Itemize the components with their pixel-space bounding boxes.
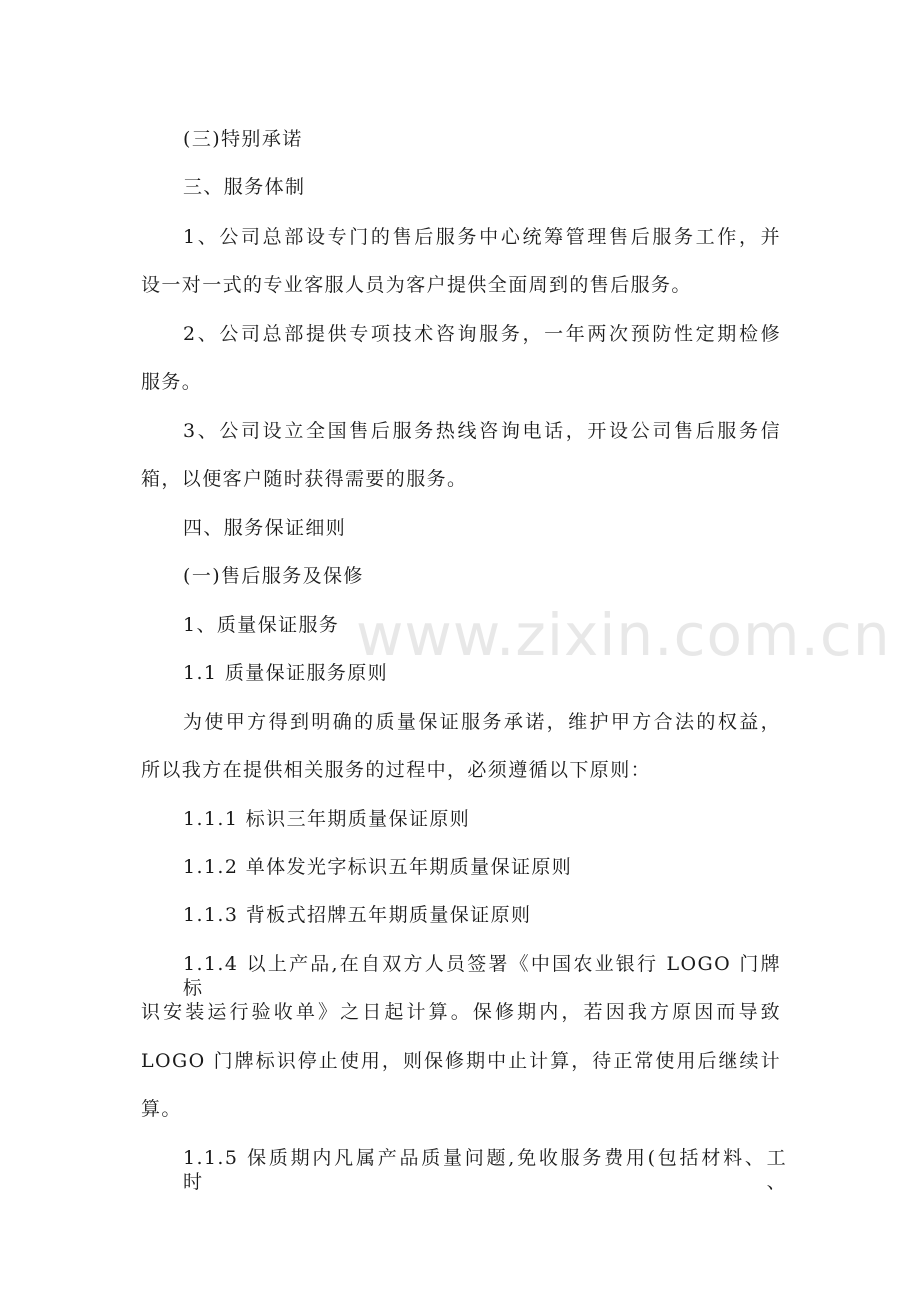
paragraph-line: 识安装运行验收单》之日起计算。保修期内，若因我方原因而导致 [141,1001,781,1023]
list-item: 1.1.1 标识三年期质量保证原则 [183,808,471,830]
heading-quality-principles: 1.1 质量保证服务原则 [183,662,389,684]
watermark: www.zixin.com.cn [356,601,891,669]
list-item: 1.1.2 单体发光字标识五年期质量保证原则 [183,856,573,878]
heading-service-guarantee-rules: 四、服务保证细则 [183,517,347,539]
paragraph-line: 1.1.4 以上产品,在自双方人员签署《中国农业银行 LOGO 门牌标 [183,953,781,999]
paragraph-line: 箱，以便客户随时获得需要的服务。 [141,468,468,490]
heading-service-system: 三、服务体制 [183,176,306,198]
paragraph-line: 1、公司总部设专门的售后服务中心统筹管理售后服务工作，并 [183,226,781,248]
heading-after-sales-warranty: (一)售后服务及保修 [183,565,364,587]
heading-special-commitment: (三)特别承诺 [183,128,303,150]
paragraph-line: LOGO 门牌标识停止使用，则保修期中止计算，待正常使用后继续计 [141,1050,781,1072]
paragraph-line: 设一对一式的专业客服人员为客户提供全面周到的售后服务。 [141,274,692,296]
heading-quality-guarantee: 1、质量保证服务 [183,614,340,636]
paragraph-line: 3、公司设立全国售后服务热线咨询电话，开设公司售后服务信 [183,420,781,442]
paragraph-line: 服务。 [141,371,203,393]
paragraph-line: 2、公司总部提供专项技术咨询服务，一年两次预防性定期检修 [183,323,781,345]
paragraph-line: 1.1.5 保质期内凡属产品质量问题,免收服务费用(包括材料、工时、 [183,1147,787,1193]
list-item: 1.1.3 背板式招牌五年期质量保证原则 [183,904,532,926]
paragraph-line: 算。 [141,1098,182,1120]
paragraph-line: 为使甲方得到明确的质量保证服务承诺，维护甲方合法的权益， [183,711,781,733]
paragraph-line: 所以我方在提供相关服务的过程中，必须遵循以下原则： [141,759,652,781]
